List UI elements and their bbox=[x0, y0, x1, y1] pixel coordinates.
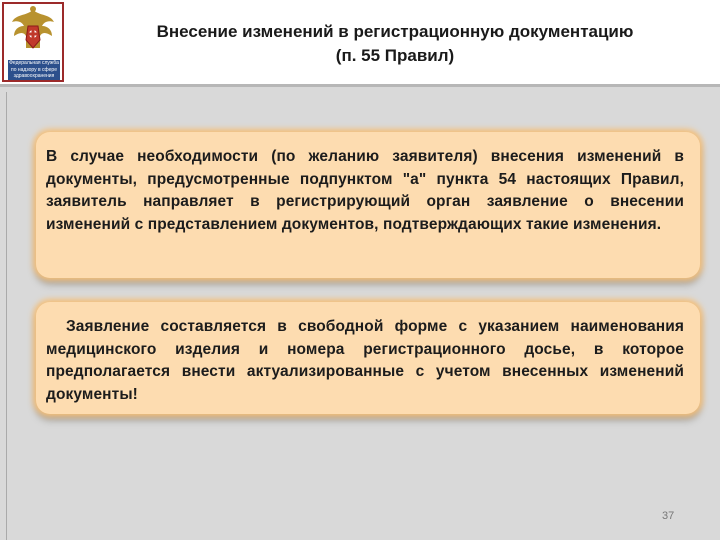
text-box-2 bbox=[36, 302, 700, 414]
slide-header bbox=[0, 0, 720, 84]
agency-logo bbox=[2, 2, 64, 82]
page-number: 37 bbox=[662, 510, 675, 522]
logo-caption: Федеральная служба по надзору в сфере здравоохранения bbox=[9, 60, 59, 79]
text-box-1 bbox=[36, 132, 700, 278]
text-box-1-content: В случае необходимости (по желанию заявителя) внесения изменений в документы, предусмотренные подпунктом "а" пункта 54 настоящих Правил, заявитель направляет в регистрирующий орган заявление о внесении изменений с представлением документов, подтверждающих такие изменения. bbox=[46, 148, 684, 233]
title-line-2: (п. 55 Правил) bbox=[335, 46, 455, 65]
left-divider bbox=[6, 92, 7, 540]
title-line-1: Внесение изменений в регистрационную документацию bbox=[156, 22, 634, 41]
text-box-2-content: Заявление составляется в свободной форме с указанием наименования медицинского изделия и номера регистрационного досье, в которое предполагается внести актуализированные с учетом внесенных изменений документы! bbox=[46, 318, 684, 403]
eagle-emblem-icon bbox=[4, 4, 62, 60]
page-title bbox=[90, 20, 700, 68]
